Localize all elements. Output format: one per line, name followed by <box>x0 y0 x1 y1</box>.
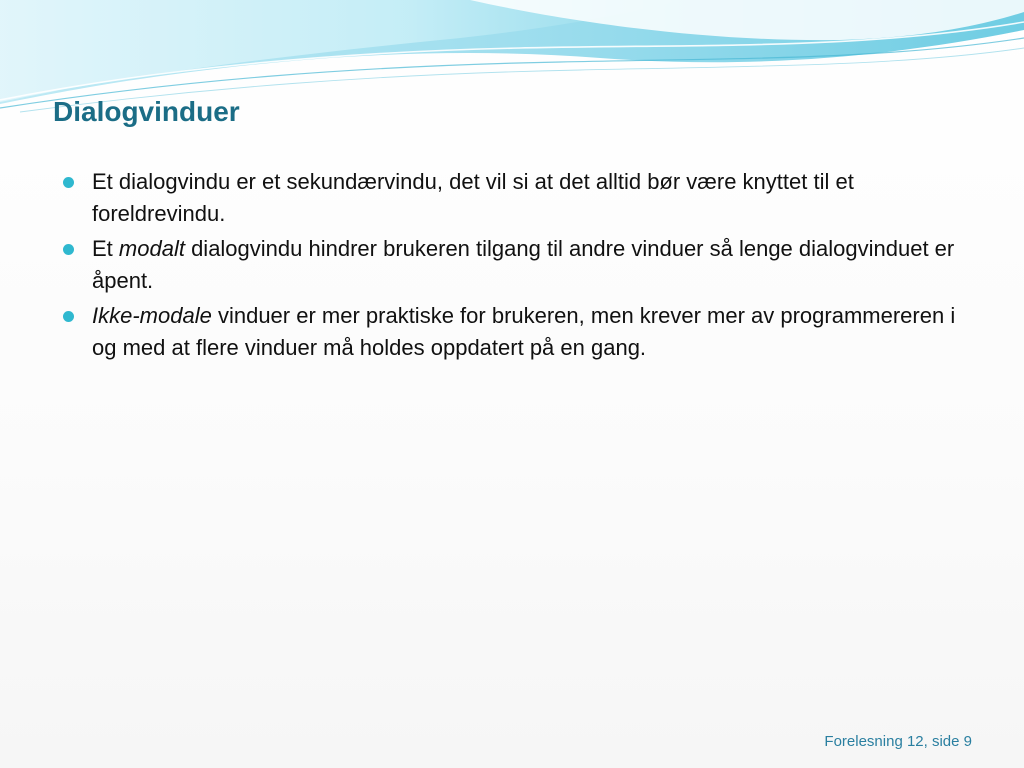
bullet-item <box>0 233 1024 297</box>
slide-footer: Forelesning 12, side 9 <box>824 733 972 750</box>
bullet-item <box>0 166 1024 230</box>
bullet-text-rest: dialogvindu hindrer brukeren tilgang til andre vinduer så lenge dialogvinduet er åpent. <box>92 236 955 293</box>
bullet-text: Et dialogvindu er et sekundærvindu, det vil si at det alltid bør være knyttet til et foreldrevindu. <box>92 169 854 226</box>
slide-title: Dialogvinduer <box>53 96 240 127</box>
bullet-text: Et <box>92 236 119 261</box>
bullet-list <box>0 166 1024 367</box>
bullet-item <box>0 300 1024 364</box>
bullet-marker-icon <box>63 244 74 255</box>
bullet-text-rest: vinduer er mer praktiske for brukeren, men krever mer av programmereren i og med at flere vinduer må holdes oppdatert på en gang. <box>92 303 956 360</box>
bullet-emphasis: Ikke-modale <box>92 303 212 328</box>
bullet-marker-icon <box>63 177 74 188</box>
bullet-marker-icon <box>63 311 74 322</box>
bullet-emphasis: modalt <box>118 236 185 261</box>
